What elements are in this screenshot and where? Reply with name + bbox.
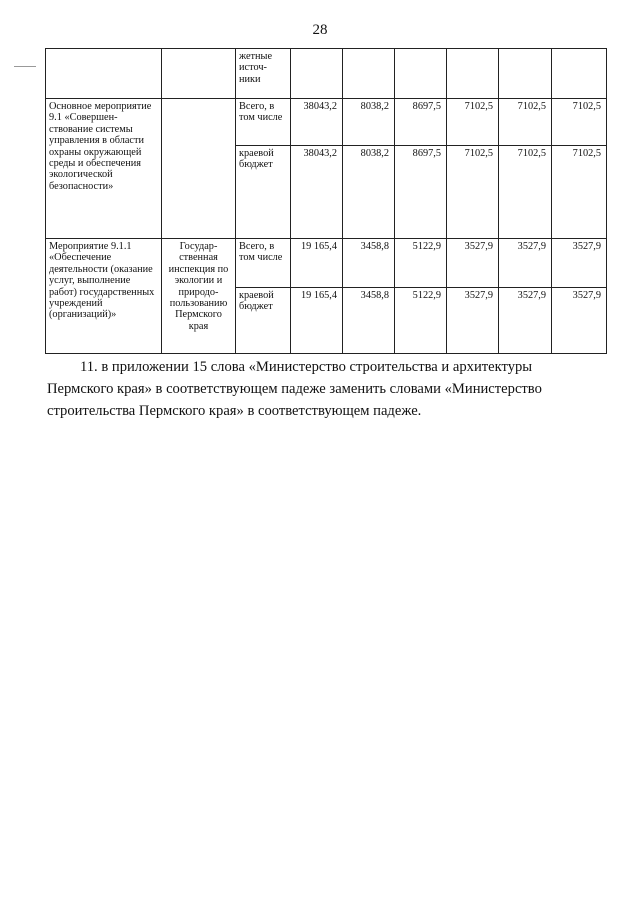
value-cell: 3527,9 <box>499 288 552 354</box>
table-cell <box>291 49 343 99</box>
value-cell: 3458,8 <box>343 288 395 354</box>
value-cell: 7102,5 <box>447 146 499 239</box>
table-row <box>46 239 607 288</box>
value-cell: 7102,5 <box>499 99 552 146</box>
value-cell: 7102,5 <box>447 99 499 146</box>
activity-name-cell: Мероприятие 9.1.1 «Обеспечение деятельности (оказание услуг, выполнение работ) государственных учреждений (организаций)» <box>46 239 162 354</box>
paragraph-line: 11. в приложении 15 слова «Министерство строительства и архитектуры <box>80 359 533 375</box>
value-cell: 7102,5 <box>499 146 552 239</box>
value-cell: 8697,5 <box>395 146 447 239</box>
source-cell: краевой бюджет <box>236 146 291 239</box>
table-cell <box>162 49 236 99</box>
table-cell <box>499 49 552 99</box>
value-cell: 3527,9 <box>552 288 607 354</box>
value-cell: 3527,9 <box>447 239 499 288</box>
executor-cell: Государ-ственная инспекция по экологии и природо-пользованию Пермского края <box>162 239 236 354</box>
paragraph-line: строительства Пермского края» в соответствующем падеже. <box>47 403 422 419</box>
source-cell: краевой бюджет <box>236 288 291 354</box>
value-cell: 19 165,4 <box>291 288 343 354</box>
value-cell: 19 165,4 <box>291 239 343 288</box>
value-cell: 8038,2 <box>343 99 395 146</box>
value-cell: 38043,2 <box>291 99 343 146</box>
page-number: 28 <box>312 22 328 38</box>
value-cell: 8697,5 <box>395 99 447 146</box>
activity-name-cell: Основное мероприятие 9.1 «Совершен-ствование системы управления в области охраны окружающей среды и обеспечения экологической безопасности» <box>46 99 162 239</box>
table-cell <box>46 49 162 99</box>
table-row <box>46 49 607 99</box>
scan-mark <box>14 66 36 67</box>
source-cell: Всего, в том числе <box>236 239 291 288</box>
source-cell: жетные источ-ники <box>236 49 291 99</box>
value-cell: 5122,9 <box>395 288 447 354</box>
paragraph-line: Пермского края» в соответствующем падеже заменить словами «Министерство <box>47 381 542 397</box>
budget-table <box>45 48 607 354</box>
table-cell <box>447 49 499 99</box>
value-cell: 5122,9 <box>395 239 447 288</box>
table-cell <box>395 49 447 99</box>
value-cell: 3527,9 <box>499 239 552 288</box>
source-cell: Всего, в том числе <box>236 99 291 146</box>
value-cell: 7102,5 <box>552 146 607 239</box>
amendment-paragraph <box>47 356 598 422</box>
table-cell <box>343 49 395 99</box>
value-cell: 38043,2 <box>291 146 343 239</box>
value-cell: 3527,9 <box>447 288 499 354</box>
value-cell: 3458,8 <box>343 239 395 288</box>
value-cell: 3527,9 <box>552 239 607 288</box>
value-cell: 7102,5 <box>552 99 607 146</box>
value-cell: 8038,2 <box>343 146 395 239</box>
executor-cell <box>162 99 236 239</box>
table-row <box>46 99 607 146</box>
table-cell <box>552 49 607 99</box>
